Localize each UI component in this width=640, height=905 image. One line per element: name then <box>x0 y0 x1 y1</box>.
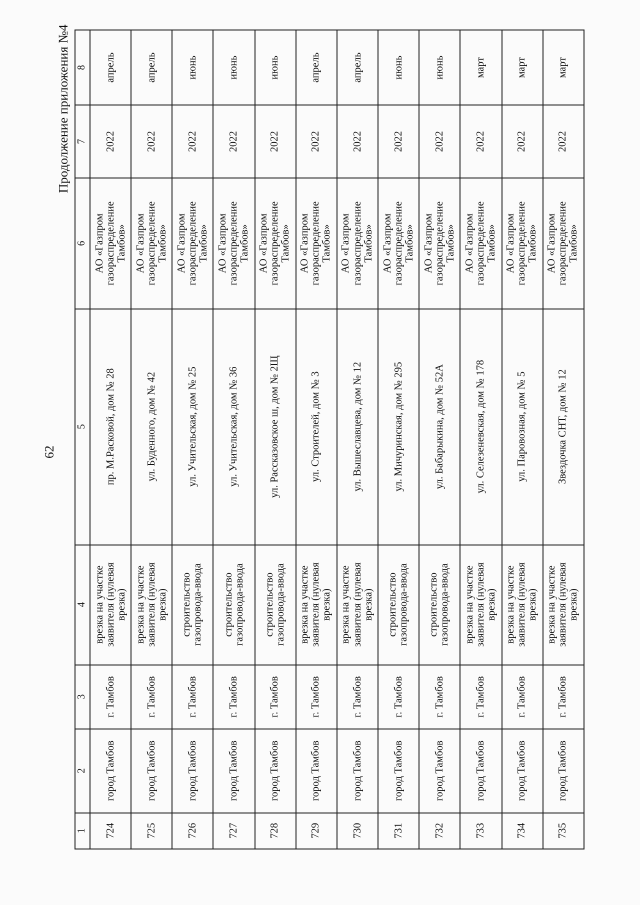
row-number: 735 <box>543 813 584 849</box>
work-type-cell: строительство газопровода-ввода <box>419 545 460 665</box>
address-cell: ул. Селезеневская, дом № 178 <box>460 309 501 545</box>
organization-cell: АО «Газпром газораспределение Тамбов» <box>213 178 254 309</box>
address-cell: ул. Мичуринская, дом № 295 <box>378 309 419 545</box>
settlement-cell: г. Тамбов <box>337 665 378 729</box>
address-cell: ул. Учительская, дом № 36 <box>213 309 254 545</box>
settlement-cell: г. Тамбов <box>131 665 172 729</box>
settlement-cell: г. Тамбов <box>460 665 501 729</box>
work-type-cell: строительство газопровода-ввода <box>255 545 296 665</box>
address-cell: ул. Вышеславцева, дом № 12 <box>337 309 378 545</box>
row-number: 725 <box>131 813 172 849</box>
work-type-cell: врезка на участке заявителя (нулевая врезка) <box>502 545 543 665</box>
work-type-cell: врезка на участке заявителя (нулевая врезка) <box>460 545 501 665</box>
row-number: 731 <box>378 813 419 849</box>
settlement-cell: г. Тамбов <box>213 665 254 729</box>
table-row <box>90 30 131 849</box>
column-header: 3 <box>75 665 90 729</box>
table-row <box>172 30 213 849</box>
work-type-cell: врезка на участке заявителя (нулевая врезка) <box>543 545 584 665</box>
organization-cell: АО «Газпром газораспределение Тамбов» <box>172 178 213 309</box>
settlement-cell: г. Тамбов <box>502 665 543 729</box>
municipality-cell: город Тамбов <box>460 729 501 813</box>
settlement-cell: г. Тамбов <box>296 665 337 729</box>
year-cell: 2022 <box>131 105 172 178</box>
organization-cell: АО «Газпром газораспределение Тамбов» <box>131 178 172 309</box>
organization-cell: АО «Газпром газораспределение Тамбов» <box>502 178 543 309</box>
address-cell: пр. М.Расковой, дом № 28 <box>90 309 131 545</box>
municipality-cell: город Тамбов <box>172 729 213 813</box>
municipality-cell: город Тамбов <box>296 729 337 813</box>
municipality-cell: город Тамбов <box>502 729 543 813</box>
month-cell: март <box>543 30 584 105</box>
column-header: 5 <box>75 309 90 545</box>
municipality-cell: город Тамбов <box>255 729 296 813</box>
address-cell: ул. Учительская, дом № 25 <box>172 309 213 545</box>
row-number: 733 <box>460 813 501 849</box>
table-row <box>419 30 460 849</box>
row-number: 724 <box>90 813 131 849</box>
work-type-cell: врезка на участке заявителя (нулевая врезка) <box>90 545 131 665</box>
settlement-cell: г. Тамбов <box>419 665 460 729</box>
municipality-cell: город Тамбов <box>90 729 131 813</box>
column-header: 8 <box>75 30 90 105</box>
settlement-cell: г. Тамбов <box>378 665 419 729</box>
settlement-cell: г. Тамбов <box>172 665 213 729</box>
month-cell: март <box>460 30 501 105</box>
month-cell: апрель <box>296 30 337 105</box>
address-cell: ул. Строителей, дом № 3 <box>296 309 337 545</box>
municipality-cell: город Тамбов <box>213 729 254 813</box>
column-header: 2 <box>75 729 90 813</box>
row-number: 727 <box>213 813 254 849</box>
month-cell: апрель <box>131 30 172 105</box>
month-cell: март <box>502 30 543 105</box>
row-number: 732 <box>419 813 460 849</box>
work-type-cell: строительство газопровода-ввода <box>213 545 254 665</box>
table-row <box>502 30 543 849</box>
organization-cell: АО «Газпром газораспределение Тамбов» <box>543 178 584 309</box>
row-number: 729 <box>296 813 337 849</box>
year-cell: 2022 <box>90 105 131 178</box>
year-cell: 2022 <box>543 105 584 178</box>
month-cell: июнь <box>213 30 254 105</box>
table-body <box>90 30 584 849</box>
municipality-cell: город Тамбов <box>131 729 172 813</box>
column-header: 6 <box>75 178 90 309</box>
year-cell: 2022 <box>296 105 337 178</box>
address-cell: ул. Паровозная, дом № 5 <box>502 309 543 545</box>
month-cell: июнь <box>378 30 419 105</box>
municipality-cell: город Тамбов <box>337 729 378 813</box>
year-cell: 2022 <box>337 105 378 178</box>
year-cell: 2022 <box>419 105 460 178</box>
organization-cell: АО «Газпром газораспределение Тамбов» <box>419 178 460 309</box>
organization-cell: АО «Газпром газораспределение Тамбов» <box>337 178 378 309</box>
settlement-cell: г. Тамбов <box>543 665 584 729</box>
table-row <box>378 30 419 849</box>
organization-cell: АО «Газпром газораспределение Тамбов» <box>255 178 296 309</box>
address-cell: ул. Рассказовское ш, дом № 2Щ <box>255 309 296 545</box>
municipality-cell: город Тамбов <box>378 729 419 813</box>
year-cell: 2022 <box>460 105 501 178</box>
municipality-cell: город Тамбов <box>543 729 584 813</box>
year-cell: 2022 <box>502 105 543 178</box>
row-number: 728 <box>255 813 296 849</box>
year-cell: 2022 <box>172 105 213 178</box>
organization-cell: АО «Газпром газораспределение Тамбов» <box>90 178 131 309</box>
row-number: 726 <box>172 813 213 849</box>
address-cell: ул. Бабарыкина, дом № 52А <box>419 309 460 545</box>
table-row <box>296 30 337 849</box>
column-header: 1 <box>75 813 90 849</box>
data-table <box>75 30 585 850</box>
table-row <box>543 30 584 849</box>
table-row <box>337 30 378 849</box>
row-number: 730 <box>337 813 378 849</box>
table-row <box>131 30 172 849</box>
rotated-content <box>38 25 603 880</box>
month-cell: апрель <box>337 30 378 105</box>
address-cell: Звездочка СНТ, дом № 12 <box>543 309 584 545</box>
month-cell: июнь <box>172 30 213 105</box>
work-type-cell: строительство газопровода-ввода <box>172 545 213 665</box>
work-type-cell: строительство газопровода-ввода <box>378 545 419 665</box>
settlement-cell: г. Тамбов <box>90 665 131 729</box>
organization-cell: АО «Газпром газораспределение Тамбов» <box>296 178 337 309</box>
table-row <box>213 30 254 849</box>
year-cell: 2022 <box>213 105 254 178</box>
page-number: 62 <box>41 445 57 459</box>
continuation-label: Продолжение приложения №4 <box>55 24 71 194</box>
row-number: 734 <box>502 813 543 849</box>
work-type-cell: врезка на участке заявителя (нулевая врезка) <box>337 545 378 665</box>
settlement-cell: г. Тамбов <box>255 665 296 729</box>
table-header-row <box>75 30 90 849</box>
year-cell: 2022 <box>378 105 419 178</box>
month-cell: июнь <box>419 30 460 105</box>
month-cell: июнь <box>255 30 296 105</box>
work-type-cell: врезка на участке заявителя (нулевая врезка) <box>296 545 337 665</box>
table-row <box>460 30 501 849</box>
column-header: 7 <box>75 105 90 178</box>
address-cell: ул. Буденного, дом № 42 <box>131 309 172 545</box>
municipality-cell: город Тамбов <box>419 729 460 813</box>
work-type-cell: врезка на участке заявителя (нулевая врезка) <box>131 545 172 665</box>
organization-cell: АО «Газпром газораспределение Тамбов» <box>378 178 419 309</box>
month-cell: апрель <box>90 30 131 105</box>
column-header: 4 <box>75 545 90 665</box>
table-row <box>255 30 296 849</box>
organization-cell: АО «Газпром газораспределение Тамбов» <box>460 178 501 309</box>
year-cell: 2022 <box>255 105 296 178</box>
